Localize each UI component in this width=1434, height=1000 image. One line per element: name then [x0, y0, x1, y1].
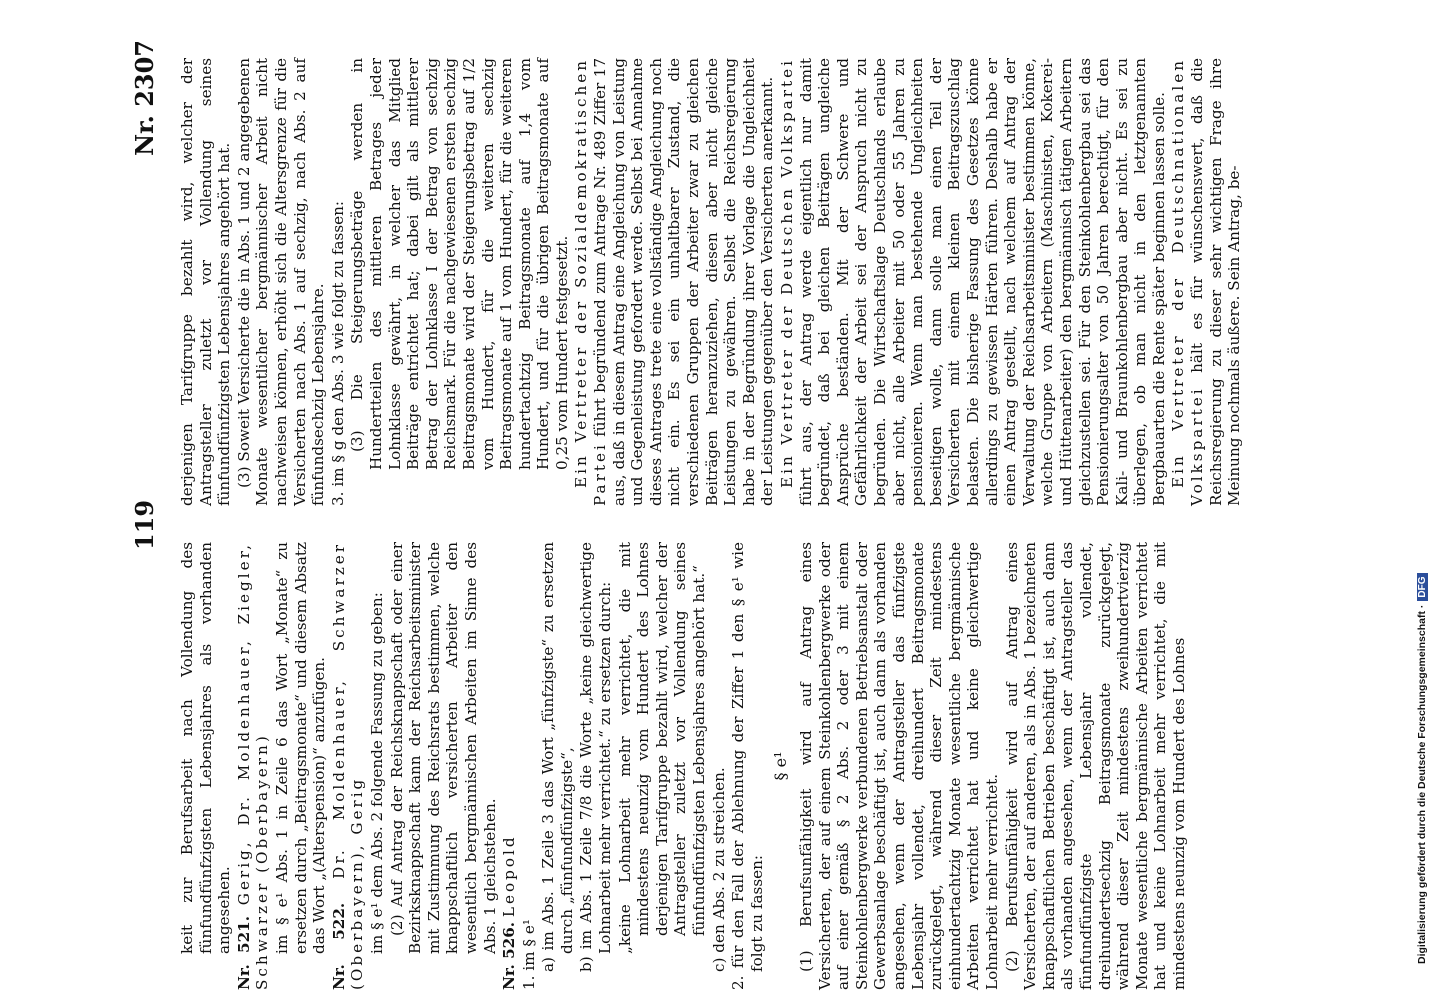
continuation-text: keit zur Berufsarbeit nach Vollendung des fünfundfünfzigsten Lebensjahres als vorhanden angesehen. — [178, 542, 234, 954]
motion-526 — [500, 542, 519, 990]
document-page — [130, 30, 1434, 990]
motion-number: Nr. 522. — [329, 902, 348, 990]
list-item: b) im Abs. 1 Zeile 7/8 die Worte „keine gleichwertige Lohnarbeit mehr verrichtet.“ zu ersetzen durch: — [577, 542, 615, 972]
motion-522 — [330, 542, 367, 990]
page-header — [130, 30, 170, 990]
page-number: 119 — [130, 499, 159, 550]
list-item: 1. im § e¹ — [519, 919, 538, 990]
section-heading: § e¹ — [771, 751, 791, 781]
statement-text: hält es für wünschenswert, daß die Reichsregierung zu dieser sehr wichtigen Frage ihre Meinung nochmals äußere. Sein Antrag, be- — [1188, 58, 1244, 506]
statement — [778, 58, 1168, 506]
funding-note: Digitalisierung gefördert durch die Deutsche Forschungsgemeinschaft · — [1416, 604, 1428, 964]
motion-intro: im § e¹ dem Abs. 2 folgende Fassung zu geben: — [367, 592, 386, 954]
motion-text: (2) Auf Antrag der Reichsknappschaft oder einer Bezirksknappschaft kann der Reichsarbeitsminister mit Zustimmung des Reichsrats bestimmen, welche knappschaftlich versicherten Arbeiter den wesentlich bergmännischen Arbeiten im Sinne des Abs. 1 gleichstehen. — [387, 542, 499, 954]
header-right: Nr. 2307 — [130, 40, 159, 156]
statement-text: führt begründend zum Antrage Nr. 489 Ziffer 17 aus, daß in diesem Antrag eine Angleichung von Leistung und Gegenleistung gefordert werde. Selbst bei Annahme dieses Antrages trete eine vollständige Angleichung noch nicht ein. Es sei ein unhaltbarer Zustand, die verschiedenen Gruppen der Arbeiter zwar zu gleichen Beiträgen heranzuziehen, diesen aber nicht gleiche Leistungen zu gewähren. Selbst die Reichsregierung habe in der Begründung ihrer Vorlage die Ungleichheit der Leistungen gegenüber den Versicherten anerkannt. — [591, 57, 777, 506]
motion-521 — [235, 542, 272, 990]
list-item: 3. im § g den Abs. 3 wie folgt zu fassen: — [328, 200, 347, 506]
statement — [1169, 58, 1243, 506]
statement — [572, 58, 777, 506]
speaker: Ein Vertreter der Deutschen Volkspartei — [778, 58, 796, 488]
statement-text: führt aus, der Antrag werde eigentlich nur damit begründet, daß bei gleichen Beiträgen ungleiche Ansprüche beständen. Mit der Schwere und Gefährlichkeit der Arbeit sei der Anspruch nicht zu begründen. Die Wirtschaftslage Deutschlands erlaube aber nicht, alle Arbeiter mit 50 oder 55 Jahren zu pensionieren. Wenn man bestehende Ungleichheiten beseitigen wolle, dann solle man einen Teil der Versicherten mit einem kleinen Beitragszuschlag belasten. Die bisherige Fassung des Gesetzes könne allerdings zu gewissen Härten führen. Deshalb habe er einen Antrag gestellt, nach welchem auf Antrag der Verwaltung der Reichsarbeitsminister bestimmen könne, welche Gruppe von Arbeitern (Maschinisten, Kokerei- und Hüttenarbeiter) den bergmännisch tätigen Arbeitern gleichzustellen sei. Für den Steinkohlenbergbau sei das Pensionierungsalter von 50 Jahren berechtigt, für den Kali- und Braunkohlenbergbau aber nicht. Es sei zu überlegen, ob man nicht in den letztgenannten Bergbauarten die Rente später beginnen lassen solle. — [796, 58, 1168, 506]
speaker: Ein Vertreter der Sozialdemokratischen Partei — [572, 58, 610, 506]
list-item: a) im Abs. 1 Zeile 3 das Wort „fünfzigste“ zu ersetzen durch „fünfundfünfzigste“, — [539, 542, 576, 972]
right-column — [178, 58, 1245, 506]
motion-names: Leopold — [500, 834, 519, 918]
funding-sidebar — [1412, 8, 1428, 992]
paragraph: (1) Berufsunfähigkeit wird auf Antrag eines Versicherten, der auf einem Steinkohlenbergwerke oder auf einer gemäß § 2 Abs. 2 oder 3 mit einem Steinkohlenbergwerke verbundenen Betriebsanstalt oder Gewerbsanlage beschäftigt ist, auch dann als vorhanden angesehen, wenn der Antragsteller das fünfzigste Lebensjahr vollendet, dreihundert Beitragsmonate zurückgelegt, während dieser Zeit mindestens einhundertachtzig Monate wesentliche bergmännische Arbeiten verrichtet hat und keine gleichwertige Lohnarbeit mehr verrichtet. — [797, 542, 1001, 990]
motion-names: Gerig, Dr. Moldenhauer, Ziegler, Schwarzer (Oberbayern) — [234, 542, 272, 990]
list-item: c) den Abs. 2 zu streichen. — [709, 767, 728, 972]
paragraph: (3) Die Steigerungsbeträge werden in Hundertteilen des mittleren Betrages jeder Lohnklasse gewährt, in welcher das Mitglied Beiträge entrichtet hat; dabei gilt als mittlerer Betrag der Lohnklasse I der Betrag von sechzig Reichsmark. Für die nachgewiesenen ersten sechzig Beitragsmonate wird der Steigerungsbetrag auf 1/2 vom Hundert, für die weiteren sechzig Beitragsmonate auf 1 vom Hundert, für die weiteren hundertachtzig Beitragsmonate auf 1,4 vom Hundert, und für die übrigen Beitragsmonate auf 0,25 vom Hundert festgesetzt. — [348, 58, 571, 470]
continuation-text: derjenigen Tarifgruppe bezahlt wird, welcher der Antragsteller zuletzt vor Vollendung seines fünfundfünfzigsten Lebensjahres angehört hat. — [178, 58, 234, 506]
quoted-text: „keine Lohnarbeit mehr verrichtet, die mit mindestens neunzig vom Hundert des Lohnes derjenigen Tarifgruppe bezahlt wird, welcher der Antragsteller zuletzt vor Vollendung seines fünfundfünfzigsten Lebensjahres angehört hat.“ — [615, 542, 709, 954]
left-column — [178, 542, 1189, 990]
motion-number: Nr. 526. — [500, 921, 519, 990]
paragraph: (2) Berufsunfähigkeit wird auf Antrag eines Versicherten, der auf anderen, als in Abs. 1 bezeichneten knappschaftlichen Betrieben beschäftigt ist, auch dann als vorhanden angesehen, wenn der Antragsteller das fünfundfünfzigste Lebensjahr vollendet, dreihundertsechzig Beitragsmonate zurückgelegt, während dieser Zeit mindestens zweihundertvierzig Monate wesentliche bergmännische Arbeiten verrichtet hat und keine Lohnarbeit mehr verrichtet, die mit mindestens neunzig vom Hundert des Lohnes — [1002, 542, 1188, 990]
paragraph: (3) Soweit Versicherte die in Abs. 1 und 2 angegebenen Monate wesentlicher bergmännischer Arbeit nicht nachweisen können, erhöht sich die Altersgrenze für die Versicherten nach Abs. 1 auf sechzig, nach Abs. 2 auf fünfundsechzig Lebensjahre. — [234, 58, 328, 506]
speaker: Ein Vertreter der Deutschnationalen Volkspartei — [1169, 58, 1207, 506]
motion-number: Nr. 521. — [234, 915, 253, 990]
list-item: 2. für den Fall der Ablehnung der Ziffer 1 den § e¹ wie folgt zu fassen: — [729, 542, 766, 990]
motion-text: im § e¹ Abs. 1 in Zeile 6 das Wort „Monate“ zu ersetzen durch „Beitragsmonate“ und diesem Absatz das Wort „(Alterspension)“ anzufügen. — [272, 542, 329, 954]
motion-names: Dr. Moldenhauer, Schwarzer (Oberbayern), Gerig — [329, 542, 367, 990]
dfg-logo: DFG — [1417, 574, 1428, 601]
